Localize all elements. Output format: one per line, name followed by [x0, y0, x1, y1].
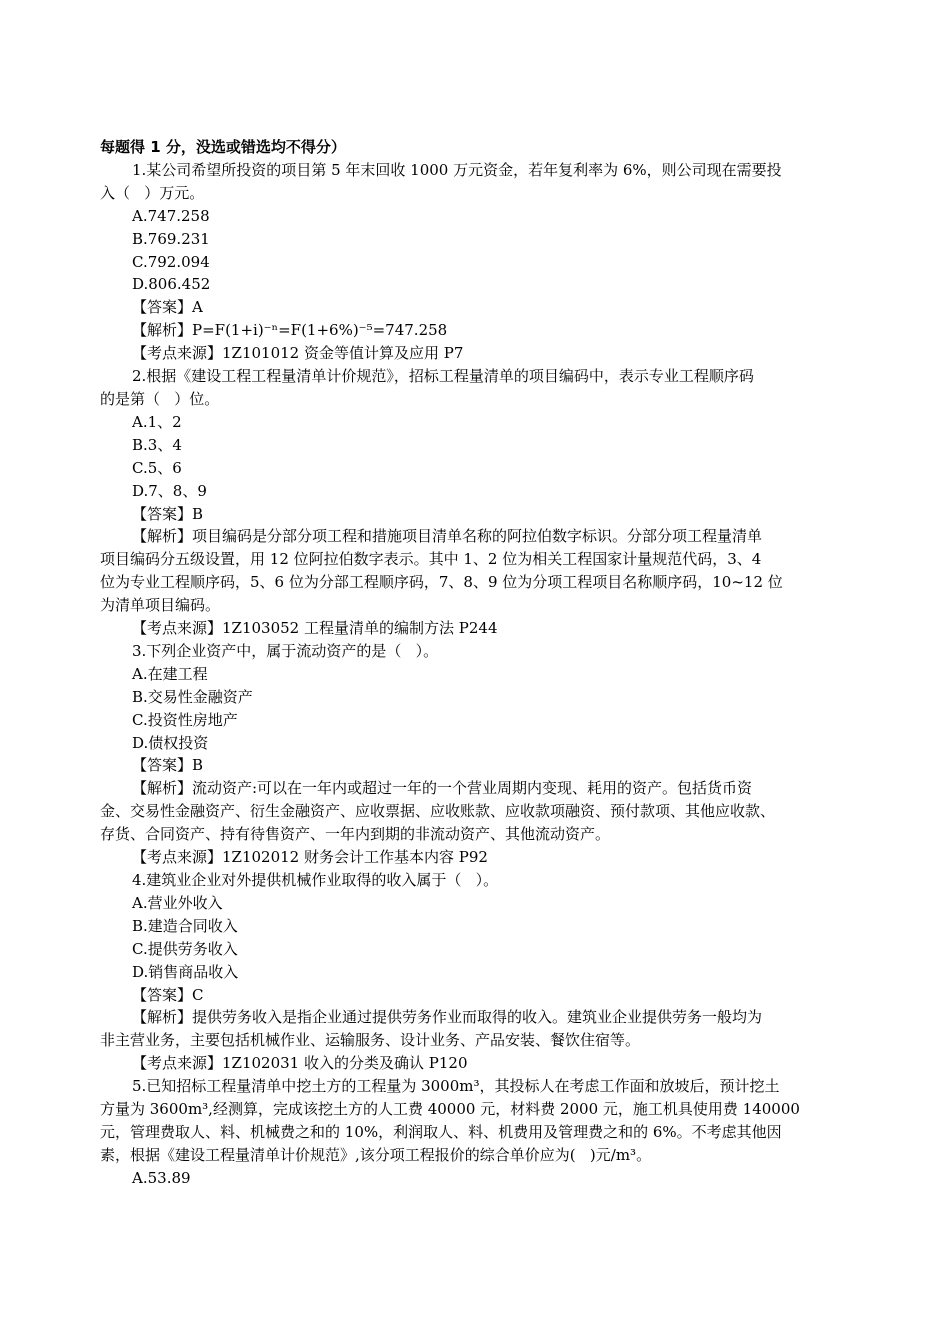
text-line: D.销售商品收入	[132, 962, 239, 981]
text-line-continuation: 项目编码分五级设置，用 12 位阿拉伯数字表示。其中 1、2 位为相关工程国家计量规范代码，3、4	[100, 550, 762, 569]
document-body	[100, 136, 870, 1190]
text-line: 5.已知招标工程量清单中挖土方的工程量为 3000m³，其投标人在考虑工作面和放坡后，预计挖土	[132, 1077, 780, 1096]
text-line-continuation: 非主营业务，主要包括机械作业、运输服务、设计业务、产品安装、餐饮住宿等。	[100, 1031, 641, 1050]
text-line: 【考点来源】1Z103052 工程量清单的编制方法 P244	[132, 619, 498, 638]
text-line: A.747.258	[132, 206, 210, 225]
text-line: A.营业外收入	[132, 893, 223, 912]
text-line-continuation: 金、交易性金融资产、衍生金融资产、应收票据、应收账款、应收款项融资、预付款项、其他应收款、	[100, 802, 776, 821]
text-line: 4.建筑业企业对外提供机械作业取得的收入属于（ ）。	[132, 871, 499, 889]
text-line: B.769.231	[132, 229, 210, 248]
text-line-continuation: 为清单项目编码。	[100, 596, 221, 615]
text-line: 【解析】项目编码是分部分项工程和措施项目清单名称的阿拉伯数字标识。分部分项工程量清单	[132, 527, 763, 546]
text-line: 【答案】A	[132, 298, 203, 317]
text-line: C.提供劳务收入	[132, 939, 238, 958]
text-line-continuation: 素，根据《建设工程量清单计价规范》,该分项工程报价的综合单价应为( )元/m³。	[100, 1145, 652, 1164]
text-line: B.建造合同收入	[132, 916, 238, 935]
document-lines	[100, 159, 870, 1190]
text-line: 1.某公司希望所投资的项目第 5 年末回收 1000 万元资金，若年复利率为 6%，则公司现在需要投	[132, 160, 782, 179]
text-line: 【考点来源】1Z102031 收入的分类及确认 P120	[132, 1054, 468, 1073]
text-line: 【答案】C	[132, 985, 204, 1004]
text-line: 【解析】提供劳务收入是指企业通过提供劳务作业而取得的收入。建筑业企业提供劳务一般均为	[132, 1008, 763, 1027]
text-line: A.在建工程	[132, 664, 208, 683]
section-heading: 每题得 1 分，没选或错选均不得分）	[100, 138, 346, 156]
text-line: 【答案】B	[132, 756, 204, 775]
text-line: 【考点来源】1Z102012 财务会计工作基本内容 P92	[132, 848, 488, 867]
text-line: B.3、4	[132, 435, 182, 454]
text-line: C.792.094	[132, 252, 210, 271]
text-line: D.806.452	[132, 275, 211, 294]
text-line-continuation: 元，管理费取人、料、机械费之和的 10%，利润取人、料、机费用及管理费之和的 6%。不考虑其他因	[100, 1122, 782, 1141]
text-line: B.交易性金融资产	[132, 687, 253, 706]
text-line-continuation: 方量为 3600m³,经测算，完成该挖土方的人工费 40000 元，材料费 2000 元，施工机具使用费 140000	[100, 1100, 800, 1119]
text-line-continuation: 入（ ）万元。	[100, 183, 205, 202]
text-line: A.1、2	[132, 412, 182, 431]
text-line: D.债权投资	[132, 733, 209, 752]
text-line-continuation: 存货、合同资产、持有待售资产、一年内到期的非流动资产、其他流动资产。	[100, 825, 611, 844]
text-line: 3.下列企业资产中，属于流动资产的是（ ）。	[132, 641, 439, 660]
text-line-continuation: 位为专业工程顺序码，5、6 位为分部工程顺序码，7、8、9 位为分项工程项目名称顺序码，10~12 位	[100, 573, 783, 592]
text-line: 【答案】B	[132, 504, 204, 523]
text-line: C.投资性房地产	[132, 710, 238, 729]
text-line-continuation: 的是第（ ）位。	[100, 389, 220, 408]
text-line: A.53.89	[132, 1168, 191, 1187]
text-line: D.7、8、9	[132, 481, 207, 500]
text-line: 【解析】流动资产:可以在一年内或超过一年的一个营业周期内变现、耗用的资产。包括货币资	[132, 779, 753, 798]
text-line: 【考点来源】1Z101012 资金等值计算及应用 P7	[132, 344, 464, 363]
text-line: 2.根据《建设工程工程量清单计价规范》，招标工程量清单的项目编码中，表示专业工程顺序码	[132, 367, 754, 386]
text-line: C.5、6	[132, 458, 182, 477]
text-line: 【解析】P=F(1+i)⁻ⁿ=F(1+6%)⁻⁵=747.258	[132, 321, 448, 340]
